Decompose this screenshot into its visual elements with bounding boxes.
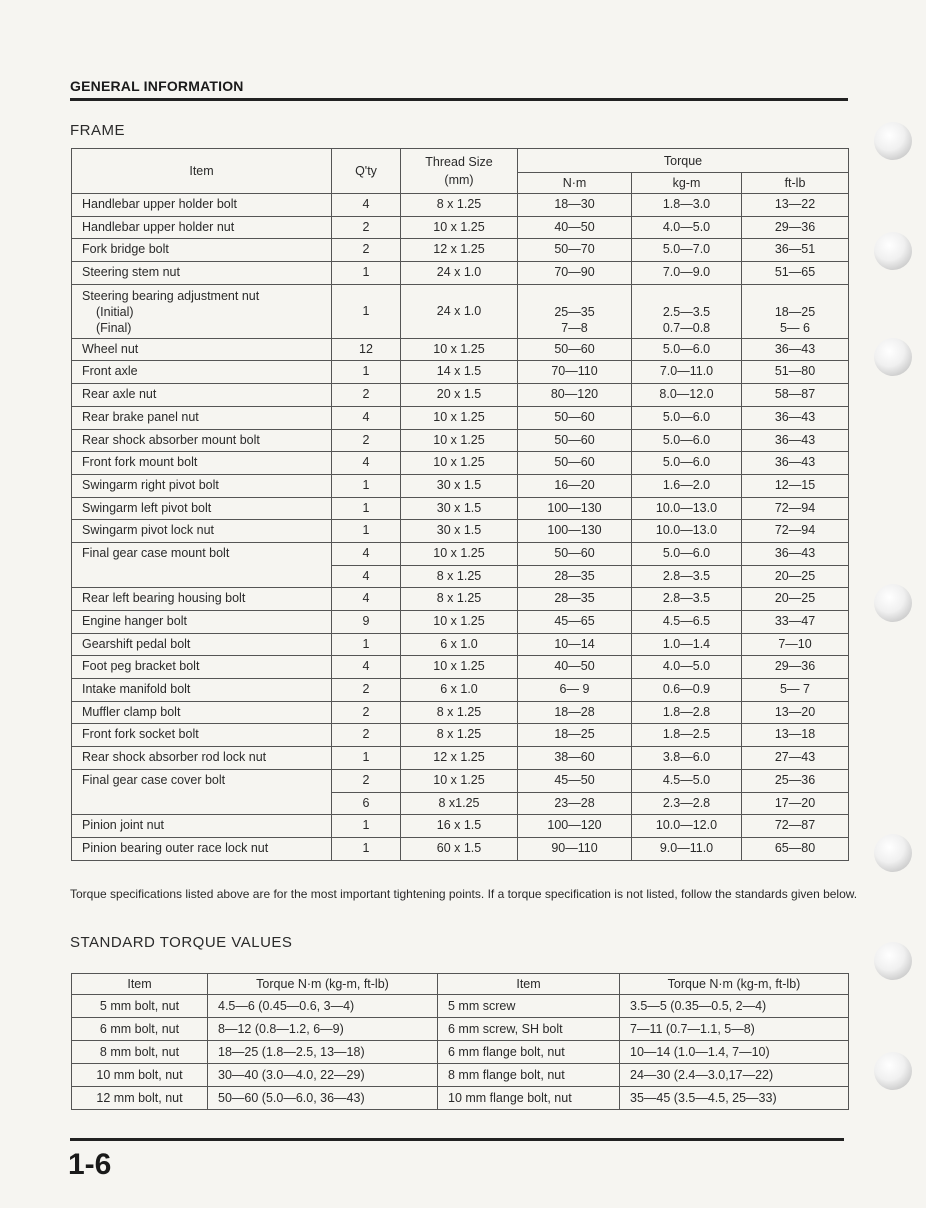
table-row <box>72 747 849 770</box>
item-cell: Wheel nut <box>72 338 332 361</box>
qty-cell: 4 <box>332 406 401 429</box>
binder-hole <box>874 584 912 622</box>
table-row <box>72 633 849 656</box>
qty-cell: 2 <box>332 769 401 792</box>
qty-cell: 4 <box>332 542 401 565</box>
nm-cell: 50—60 <box>518 429 632 452</box>
nm-cell: 10—14 <box>518 633 632 656</box>
std-item-cell: 6 mm bolt, nut <box>72 1018 208 1041</box>
binder-hole <box>874 232 912 270</box>
std-item-cell: 8 mm flange bolt, nut <box>438 1064 620 1087</box>
thread-cell: 10 x 1.25 <box>401 769 518 792</box>
ftlb-cell: 36—43 <box>742 542 849 565</box>
nm-cell: 50—70 <box>518 239 632 262</box>
nm-cell: 50—60 <box>518 542 632 565</box>
item-cell: Rear axle nut <box>72 384 332 407</box>
nm-initial: 25—35 <box>554 304 595 319</box>
qty-cell: 1 <box>332 262 401 285</box>
page-number: 1-6 <box>68 1148 112 1181</box>
table-row <box>72 837 849 860</box>
std-torque-cell: 10—14 (1.0—1.4, 7—10) <box>620 1041 849 1064</box>
std-item-cell: 10 mm flange bolt, nut <box>438 1087 620 1110</box>
std-torque-cell: 4.5—6 (0.45—0.6, 3—4) <box>208 995 438 1018</box>
binder-hole <box>874 942 912 980</box>
qty-cell: 1 <box>332 747 401 770</box>
ftlb-cell: 12—15 <box>742 474 849 497</box>
column-header-torque: Torque <box>518 149 849 173</box>
thread-cell: 10 x 1.25 <box>401 452 518 475</box>
ftlb-cell: 13—22 <box>742 194 849 217</box>
kgm-cell: 10.0—12.0 <box>632 815 742 838</box>
item-cell: Front axle <box>72 361 332 384</box>
ftlb-cell: 13—18 <box>742 724 849 747</box>
qty-cell: 4 <box>332 656 401 679</box>
kgm-cell: 7.0—11.0 <box>632 361 742 384</box>
kgm-cell: 2.8—3.5 <box>632 588 742 611</box>
ftlb-initial: 18—25 <box>774 304 816 319</box>
ftlb-cell: 72—94 <box>742 520 849 543</box>
table-row <box>72 588 849 611</box>
item-cell: Steering stem nut <box>72 262 332 285</box>
thread-cell: 10 x 1.25 <box>401 338 518 361</box>
std-header-item-2: Item <box>438 974 620 995</box>
thread-cell: 10 x 1.25 <box>401 542 518 565</box>
thread-cell: 10 x 1.25 <box>401 429 518 452</box>
nm-cell: 50—60 <box>518 406 632 429</box>
kgm-cell: 5.0—6.0 <box>632 542 742 565</box>
std-torque-cell: 3.5—5 (0.35—0.5, 2—4) <box>620 995 849 1018</box>
kgm-cell: 5.0—6.0 <box>632 338 742 361</box>
ftlb-cell: 36—43 <box>742 338 849 361</box>
thread-cell: 8 x 1.25 <box>401 565 518 588</box>
table-row <box>72 361 849 384</box>
item-cell: Handlebar upper holder bolt <box>72 194 332 217</box>
qty-cell: 2 <box>332 384 401 407</box>
kgm-cell: 0.6—0.9 <box>632 679 742 702</box>
table-row <box>72 429 849 452</box>
column-header-ftlb: ft-lb <box>742 173 849 194</box>
ftlb-cell: 29—36 <box>742 656 849 679</box>
table-row <box>72 497 849 520</box>
nm-cell: 38—60 <box>518 747 632 770</box>
frame-torque-table <box>71 148 849 861</box>
thread-header-line2: (mm) <box>444 173 474 187</box>
table-row <box>72 239 849 262</box>
std-torque-cell: 7—11 (0.7—1.1, 5—8) <box>620 1018 849 1041</box>
thread-cell: 16 x 1.5 <box>401 815 518 838</box>
thread-cell <box>401 284 518 338</box>
kgm-cell: 5.0—7.0 <box>632 239 742 262</box>
std-item-cell: 6 mm flange bolt, nut <box>438 1041 620 1064</box>
item-subline-final: (Final) <box>96 320 132 335</box>
item-cell: Engine hanger bolt <box>72 611 332 634</box>
footer-rule <box>70 1138 844 1141</box>
table-row <box>72 815 849 838</box>
column-header-qty: Q'ty <box>332 149 401 194</box>
ftlb-cell: 72—87 <box>742 815 849 838</box>
thread-cell: 20 x 1.5 <box>401 384 518 407</box>
table-row <box>72 194 849 217</box>
qty-cell: 4 <box>332 452 401 475</box>
frame-title: FRAME <box>70 122 125 139</box>
kgm-cell: 5.0—6.0 <box>632 429 742 452</box>
binder-hole <box>874 338 912 376</box>
ftlb-cell: 51—65 <box>742 262 849 285</box>
nm-cell: 50—60 <box>518 452 632 475</box>
ftlb-cell: 25—36 <box>742 769 849 792</box>
ftlb-cell: 27—43 <box>742 747 849 770</box>
table-row <box>72 995 849 1018</box>
thread-cell: 14 x 1.5 <box>401 361 518 384</box>
item-subline-initial: (Initial) <box>96 304 134 319</box>
std-header-torque-2: Torque N·m (kg-m, ft-lb) <box>620 974 849 995</box>
table-row <box>72 724 849 747</box>
std-item-cell: 10 mm bolt, nut <box>72 1064 208 1087</box>
thread-cell: 30 x 1.5 <box>401 520 518 543</box>
ftlb-cell: 65—80 <box>742 837 849 860</box>
ftlb-cell: 36—43 <box>742 429 849 452</box>
kgm-cell: 7.0—9.0 <box>632 262 742 285</box>
thread-cell: 10 x 1.25 <box>401 656 518 679</box>
thread-cell: 12 x 1.25 <box>401 747 518 770</box>
qty-cell: 4 <box>332 565 401 588</box>
std-item-cell: 12 mm bolt, nut <box>72 1087 208 1110</box>
ftlb-cell: 36—43 <box>742 452 849 475</box>
ftlb-cell: 7—10 <box>742 633 849 656</box>
table-row <box>72 406 849 429</box>
qty-cell: 1 <box>332 361 401 384</box>
qty-cell: 12 <box>332 338 401 361</box>
kgm-cell <box>632 284 742 338</box>
kgm-cell: 9.0—11.0 <box>632 837 742 860</box>
kgm-cell: 4.5—5.0 <box>632 769 742 792</box>
std-item-cell: 5 mm screw <box>438 995 620 1018</box>
standard-torque-title: STANDARD TORQUE VALUES <box>70 934 293 951</box>
nm-cell: 6— 9 <box>518 679 632 702</box>
kgm-cell: 3.8—6.0 <box>632 747 742 770</box>
thread-cell: 10 x 1.25 <box>401 216 518 239</box>
qty-cell: 2 <box>332 724 401 747</box>
nm-cell: 18—28 <box>518 701 632 724</box>
kgm-cell: 5.0—6.0 <box>632 452 742 475</box>
item-cell: Rear brake panel nut <box>72 406 332 429</box>
table-row <box>72 1018 849 1041</box>
nm-cell: 23—28 <box>518 792 632 815</box>
table-row <box>72 1064 849 1087</box>
kgm-cell: 1.0—1.4 <box>632 633 742 656</box>
column-header-thread-size <box>401 149 518 194</box>
std-header-item: Item <box>72 974 208 995</box>
kgm-cell: 2.8—3.5 <box>632 565 742 588</box>
thread-value: 24 x 1.0 <box>436 303 482 318</box>
std-item-cell: 6 mm screw, SH bolt <box>438 1018 620 1041</box>
table-row <box>72 520 849 543</box>
item-cell: Pinion joint nut <box>72 815 332 838</box>
qty-cell: 2 <box>332 239 401 262</box>
thread-cell: 30 x 1.5 <box>401 474 518 497</box>
thread-cell: 24 x 1.0 <box>401 262 518 285</box>
qty-cell: 4 <box>332 194 401 217</box>
table-row <box>72 679 849 702</box>
item-cell: Handlebar upper holder nut <box>72 216 332 239</box>
qty-cell: 1 <box>332 520 401 543</box>
thread-cell: 10 x 1.25 <box>401 611 518 634</box>
ftlb-cell: 5— 7 <box>742 679 849 702</box>
table-row <box>72 262 849 285</box>
qty-cell: 2 <box>332 701 401 724</box>
item-line: Steering bearing adjustment nut <box>82 288 260 303</box>
item-cell: Swingarm right pivot bolt <box>72 474 332 497</box>
nm-cell <box>518 284 632 338</box>
qty-cell: 2 <box>332 216 401 239</box>
item-cell: Front fork socket bolt <box>72 724 332 747</box>
thread-cell: 12 x 1.25 <box>401 239 518 262</box>
kgm-initial: 2.5—3.5 <box>662 304 711 319</box>
binder-hole <box>874 122 912 160</box>
kgm-cell: 1.8—3.0 <box>632 194 742 217</box>
nm-cell: 80—120 <box>518 384 632 407</box>
binder-hole <box>874 1052 912 1090</box>
item-cell: Final gear case cover bolt <box>72 769 332 814</box>
ftlb-cell: 72—94 <box>742 497 849 520</box>
item-cell: Final gear case mount bolt <box>72 542 332 587</box>
qty-cell: 2 <box>332 679 401 702</box>
item-cell: Foot peg bracket bolt <box>72 656 332 679</box>
thread-cell: 8 x 1.25 <box>401 701 518 724</box>
qty-value: 1 <box>362 303 370 318</box>
nm-cell: 16—20 <box>518 474 632 497</box>
item-cell: Front fork mount bolt <box>72 452 332 475</box>
kgm-cell: 1.8—2.8 <box>632 701 742 724</box>
qty-cell: 1 <box>332 474 401 497</box>
table-row <box>72 338 849 361</box>
std-header-torque: Torque N·m (kg-m, ft-lb) <box>208 974 438 995</box>
item-cell: Swingarm left pivot bolt <box>72 497 332 520</box>
qty-cell: 4 <box>332 588 401 611</box>
thread-cell: 6 x 1.0 <box>401 633 518 656</box>
nm-cell: 70—90 <box>518 262 632 285</box>
ftlb-final: 5— 6 <box>780 320 810 335</box>
nm-cell: 18—25 <box>518 724 632 747</box>
table-row <box>72 1041 849 1064</box>
nm-cell: 28—35 <box>518 565 632 588</box>
torque-note: Torque specifications listed above are for the most important tightening points. If a torque specification is not listed, follow the standards given below. <box>70 887 858 901</box>
column-header-item: Item <box>72 149 332 194</box>
ftlb-cell: 17—20 <box>742 792 849 815</box>
std-torque-cell: 24—30 (2.4—3.0,17—22) <box>620 1064 849 1087</box>
nm-cell: 70—110 <box>518 361 632 384</box>
thread-cell: 8 x 1.25 <box>401 588 518 611</box>
std-torque-cell: 8—12 (0.8—1.2, 6—9) <box>208 1018 438 1041</box>
nm-cell: 45—65 <box>518 611 632 634</box>
table-row <box>72 474 849 497</box>
standard-torque-table <box>71 973 849 1110</box>
nm-cell: 90—110 <box>518 837 632 860</box>
thread-cell: 6 x 1.0 <box>401 679 518 702</box>
table-row <box>72 1087 849 1110</box>
qty-cell <box>332 284 401 338</box>
thread-cell: 8 x 1.25 <box>401 194 518 217</box>
nm-cell: 40—50 <box>518 216 632 239</box>
thread-cell: 60 x 1.5 <box>401 837 518 860</box>
item-cell <box>72 284 332 338</box>
std-item-cell: 5 mm bolt, nut <box>72 995 208 1018</box>
ftlb-cell: 13—20 <box>742 701 849 724</box>
table-row <box>72 701 849 724</box>
nm-cell: 50—60 <box>518 338 632 361</box>
table-row <box>72 284 849 338</box>
item-cell: Fork bridge bolt <box>72 239 332 262</box>
thread-header-line1: Thread Size <box>425 155 493 169</box>
std-torque-cell: 30—40 (3.0—4.0, 22—29) <box>208 1064 438 1087</box>
ftlb-cell: 20—25 <box>742 588 849 611</box>
item-cell: Intake manifold bolt <box>72 679 332 702</box>
table-row <box>72 611 849 634</box>
std-torque-cell: 50—60 (5.0—6.0, 36—43) <box>208 1087 438 1110</box>
qty-cell: 1 <box>332 815 401 838</box>
ftlb-cell: 33—47 <box>742 611 849 634</box>
ftlb-cell: 58—87 <box>742 384 849 407</box>
qty-cell: 9 <box>332 611 401 634</box>
qty-cell: 2 <box>332 429 401 452</box>
table-row <box>72 656 849 679</box>
ftlb-cell <box>742 284 849 338</box>
thread-cell: 8 x 1.25 <box>401 724 518 747</box>
thread-cell: 8 x1.25 <box>401 792 518 815</box>
item-cell: Rear shock absorber mount bolt <box>72 429 332 452</box>
item-cell: Pinion bearing outer race lock nut <box>72 837 332 860</box>
nm-cell: 45—50 <box>518 769 632 792</box>
kgm-cell: 8.0—12.0 <box>632 384 742 407</box>
item-cell: Rear shock absorber rod lock nut <box>72 747 332 770</box>
thread-cell: 30 x 1.5 <box>401 497 518 520</box>
nm-cell: 100—120 <box>518 815 632 838</box>
nm-cell: 28—35 <box>518 588 632 611</box>
nm-cell: 18—30 <box>518 194 632 217</box>
frame-table-body <box>72 194 849 861</box>
kgm-final: 0.7—0.8 <box>662 320 711 335</box>
ftlb-cell: 36—51 <box>742 239 849 262</box>
nm-cell: 100—130 <box>518 497 632 520</box>
nm-cell: 40—50 <box>518 656 632 679</box>
std-torque-cell: 18—25 (1.8—2.5, 13—18) <box>208 1041 438 1064</box>
ftlb-cell: 51—80 <box>742 361 849 384</box>
kgm-cell: 4.0—5.0 <box>632 656 742 679</box>
header-rule <box>70 98 848 101</box>
ftlb-cell: 20—25 <box>742 565 849 588</box>
section-title: GENERAL INFORMATION <box>70 78 244 94</box>
std-torque-cell: 35—45 (3.5—4.5, 25—33) <box>620 1087 849 1110</box>
qty-cell: 1 <box>332 837 401 860</box>
qty-cell: 1 <box>332 497 401 520</box>
item-cell: Gearshift pedal bolt <box>72 633 332 656</box>
item-cell: Swingarm pivot lock nut <box>72 520 332 543</box>
kgm-cell: 1.6—2.0 <box>632 474 742 497</box>
kgm-cell: 2.3—2.8 <box>632 792 742 815</box>
kgm-cell: 5.0—6.0 <box>632 406 742 429</box>
thread-cell: 10 x 1.25 <box>401 406 518 429</box>
table-row <box>72 769 849 792</box>
column-header-kgm: kg-m <box>632 173 742 194</box>
item-cell: Rear left bearing housing bolt <box>72 588 332 611</box>
ftlb-cell: 29—36 <box>742 216 849 239</box>
std-item-cell: 8 mm bolt, nut <box>72 1041 208 1064</box>
table-row <box>72 384 849 407</box>
qty-cell: 6 <box>332 792 401 815</box>
item-cell: Muffler clamp bolt <box>72 701 332 724</box>
table-row <box>72 452 849 475</box>
kgm-cell: 10.0—13.0 <box>632 497 742 520</box>
nm-final: 7—8 <box>561 320 588 335</box>
table-row <box>72 216 849 239</box>
qty-cell: 1 <box>332 633 401 656</box>
kgm-cell: 4.0—5.0 <box>632 216 742 239</box>
binder-hole <box>874 834 912 872</box>
kgm-cell: 10.0—13.0 <box>632 520 742 543</box>
kgm-cell: 4.5—6.5 <box>632 611 742 634</box>
column-header-nm: N·m <box>518 173 632 194</box>
nm-cell: 100—130 <box>518 520 632 543</box>
table-row <box>72 542 849 565</box>
kgm-cell: 1.8—2.5 <box>632 724 742 747</box>
ftlb-cell: 36—43 <box>742 406 849 429</box>
